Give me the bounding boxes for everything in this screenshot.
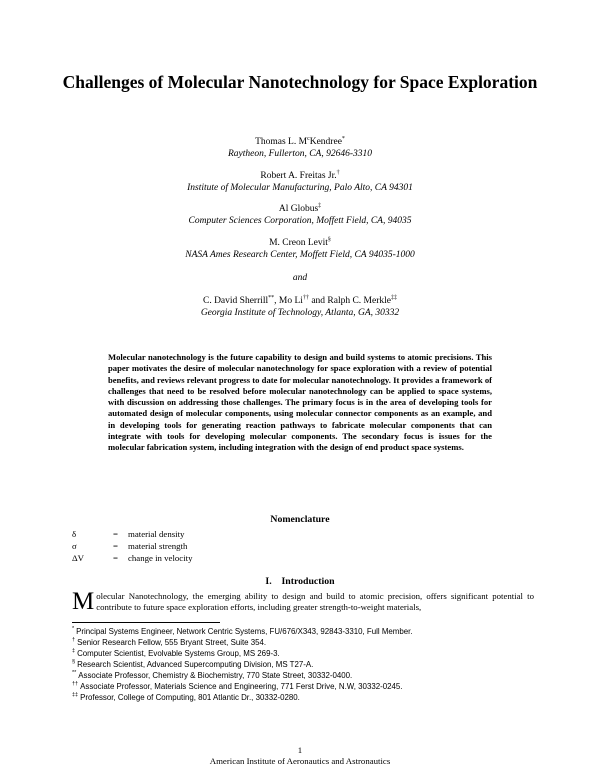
organization-footer: American Institute of Aeronautics and Astronautics [209,756,391,766]
footnote-text: Research Scientist, Advanced Supercomputing Division, MS T27-A. [77,660,314,669]
author-affiliation-1: Raytheon, Fullerton, CA, 92646-3310 [227,149,373,159]
group-author-mark-3: ‡‡ [391,294,397,301]
paper-title: Challenges of Molecular Nanotechnology for Space Exploration [62,72,538,92]
nomenclature-equals: = [113,541,118,551]
nomenclature-meaning: change in velocity [128,553,193,563]
group-affiliation: Georgia Institute of Technology, Atlanta, GA, 30332 [200,308,400,318]
footnote [72,627,532,637]
group-author-1: C. David Sherrill [202,296,269,306]
footnote [72,682,532,692]
group-author-3: Ralph C. Merkle [327,296,391,306]
author-name-4: M. Creon Levit [269,238,328,248]
author-affiliation-4: NASA Ames Research Center, Moffett Field, CA 94035-1000 [185,250,415,260]
footnote-text: Senior Research Fellow, 555 Bryant Street, Suite 354. [77,638,267,647]
footnote-divider [72,622,220,623]
section-title: Introduction [281,576,335,587]
abstract: Molecular nanotechnology is the future capability to design and build systems to atomic precisions. This paper motivates the desire of molecular nanotechnology for space exploration with a review of potential benefits, and reviews relevant progress to date for molecular nanotechnology. It provides a framework of challenges that need to be resolved before molecular nanotechnology can be applied to space systems, with discussion on addressing those challenges. The primary focus is in the area of developing tools for automated design of molecular components, using molecular connector components as an example, and in developing tools for generating reaction pathways to fabricate molecular components that can integrate with tools for developing molecular components. The secondary focus is issues for the molecular fabrication system, including integration with the design of end product space systems. [108,352,492,453]
footnote-mark: ** [72,670,77,677]
footnote-mark: § [72,659,76,666]
author-mark-3: ‡ [318,202,322,209]
nomenclature-meaning: material strength [128,541,188,551]
nomenclature-symbol: δ [72,529,77,539]
group-author-2: Mo Li [278,296,303,306]
nomenclature-equals: = [113,553,118,563]
footnote [72,693,532,703]
author-name-2: Robert A. Freitas Jr. [260,171,337,181]
author-affiliation-2: Institute of Molecular Manufacturing, Palo Alto, CA 94301 [187,183,413,193]
introduction-paragraph [72,588,534,615]
nomenclature-heading: Nomenclature [270,514,330,525]
author-mark-1: * [341,135,345,142]
authors-and: and [292,273,308,283]
author-mark-4: § [327,236,331,243]
nomenclature-equals: = [113,529,118,539]
footnote-text: Associate Professor, Chemistry & Biochemistry, 770 State Street, 30332-0400. [78,671,353,680]
author-block-3 [100,203,500,227]
author-block-1 [100,136,500,160]
footnote-text: Professor, College of Computing, 801 Atlantic Dr., 30332-0280. [80,693,300,702]
author-block-group: C. David Sherrill**, Mo Li†† and Ralph C. Merkle‡‡ Georgia Institute of Technology, Atlanta, GA, 30332 [100,295,500,319]
footnote-mark: * [72,626,75,633]
author-affiliation-3: Computer Sciences Corporation, Moffett Field, CA, 94035 [188,216,412,226]
footnote-text: Computer Scientist, Evolvable Systems Group, MS 269-3. [77,649,280,658]
author-name-1: Thomas L. $M^cKendree$ [255,135,342,147]
footnote-mark: † [72,637,76,644]
author-block-4 [100,237,500,261]
footnote [72,671,532,681]
footnote [72,638,532,648]
footnote-text: Principal Systems Engineer, Network Centric Systems, FU/676/X343, 92843-3310, Full Member. [76,627,413,636]
footnote-mark: †† [72,681,79,688]
drop-cap: M [72,588,95,615]
introduction-text: olecular Nanotechnology, the emerging ability to design and build to atomic precision, offers significant potential to contribute to future space exploration efforts, including greater strength-to-weight materials, [96,591,534,612]
author-mark-2: † [336,169,340,176]
nomenclature-symbol: σ [72,541,77,551]
group-author-mark-2: †† [302,294,309,301]
author-block-2 [100,170,500,194]
footnote [72,660,532,670]
page-number: 1 [297,745,303,755]
group-author-mark-1: ** [268,294,275,301]
section-number: I. [265,576,272,587]
nomenclature-symbol: ΔV [72,553,85,563]
introduction-heading [100,576,500,587]
footnote-mark: ‡ [72,648,76,655]
author-name-3: Al Globus [278,204,319,214]
footnote [72,649,532,659]
footnote-mark: ‡‡ [72,692,79,699]
footnote-text: Associate Professor, Materials Science and Engineering, 771 Ferst Drive, N.W, 30332-0245. [80,682,403,691]
group-author-joiner: and [311,296,326,306]
nomenclature-meaning: material density [128,529,185,539]
